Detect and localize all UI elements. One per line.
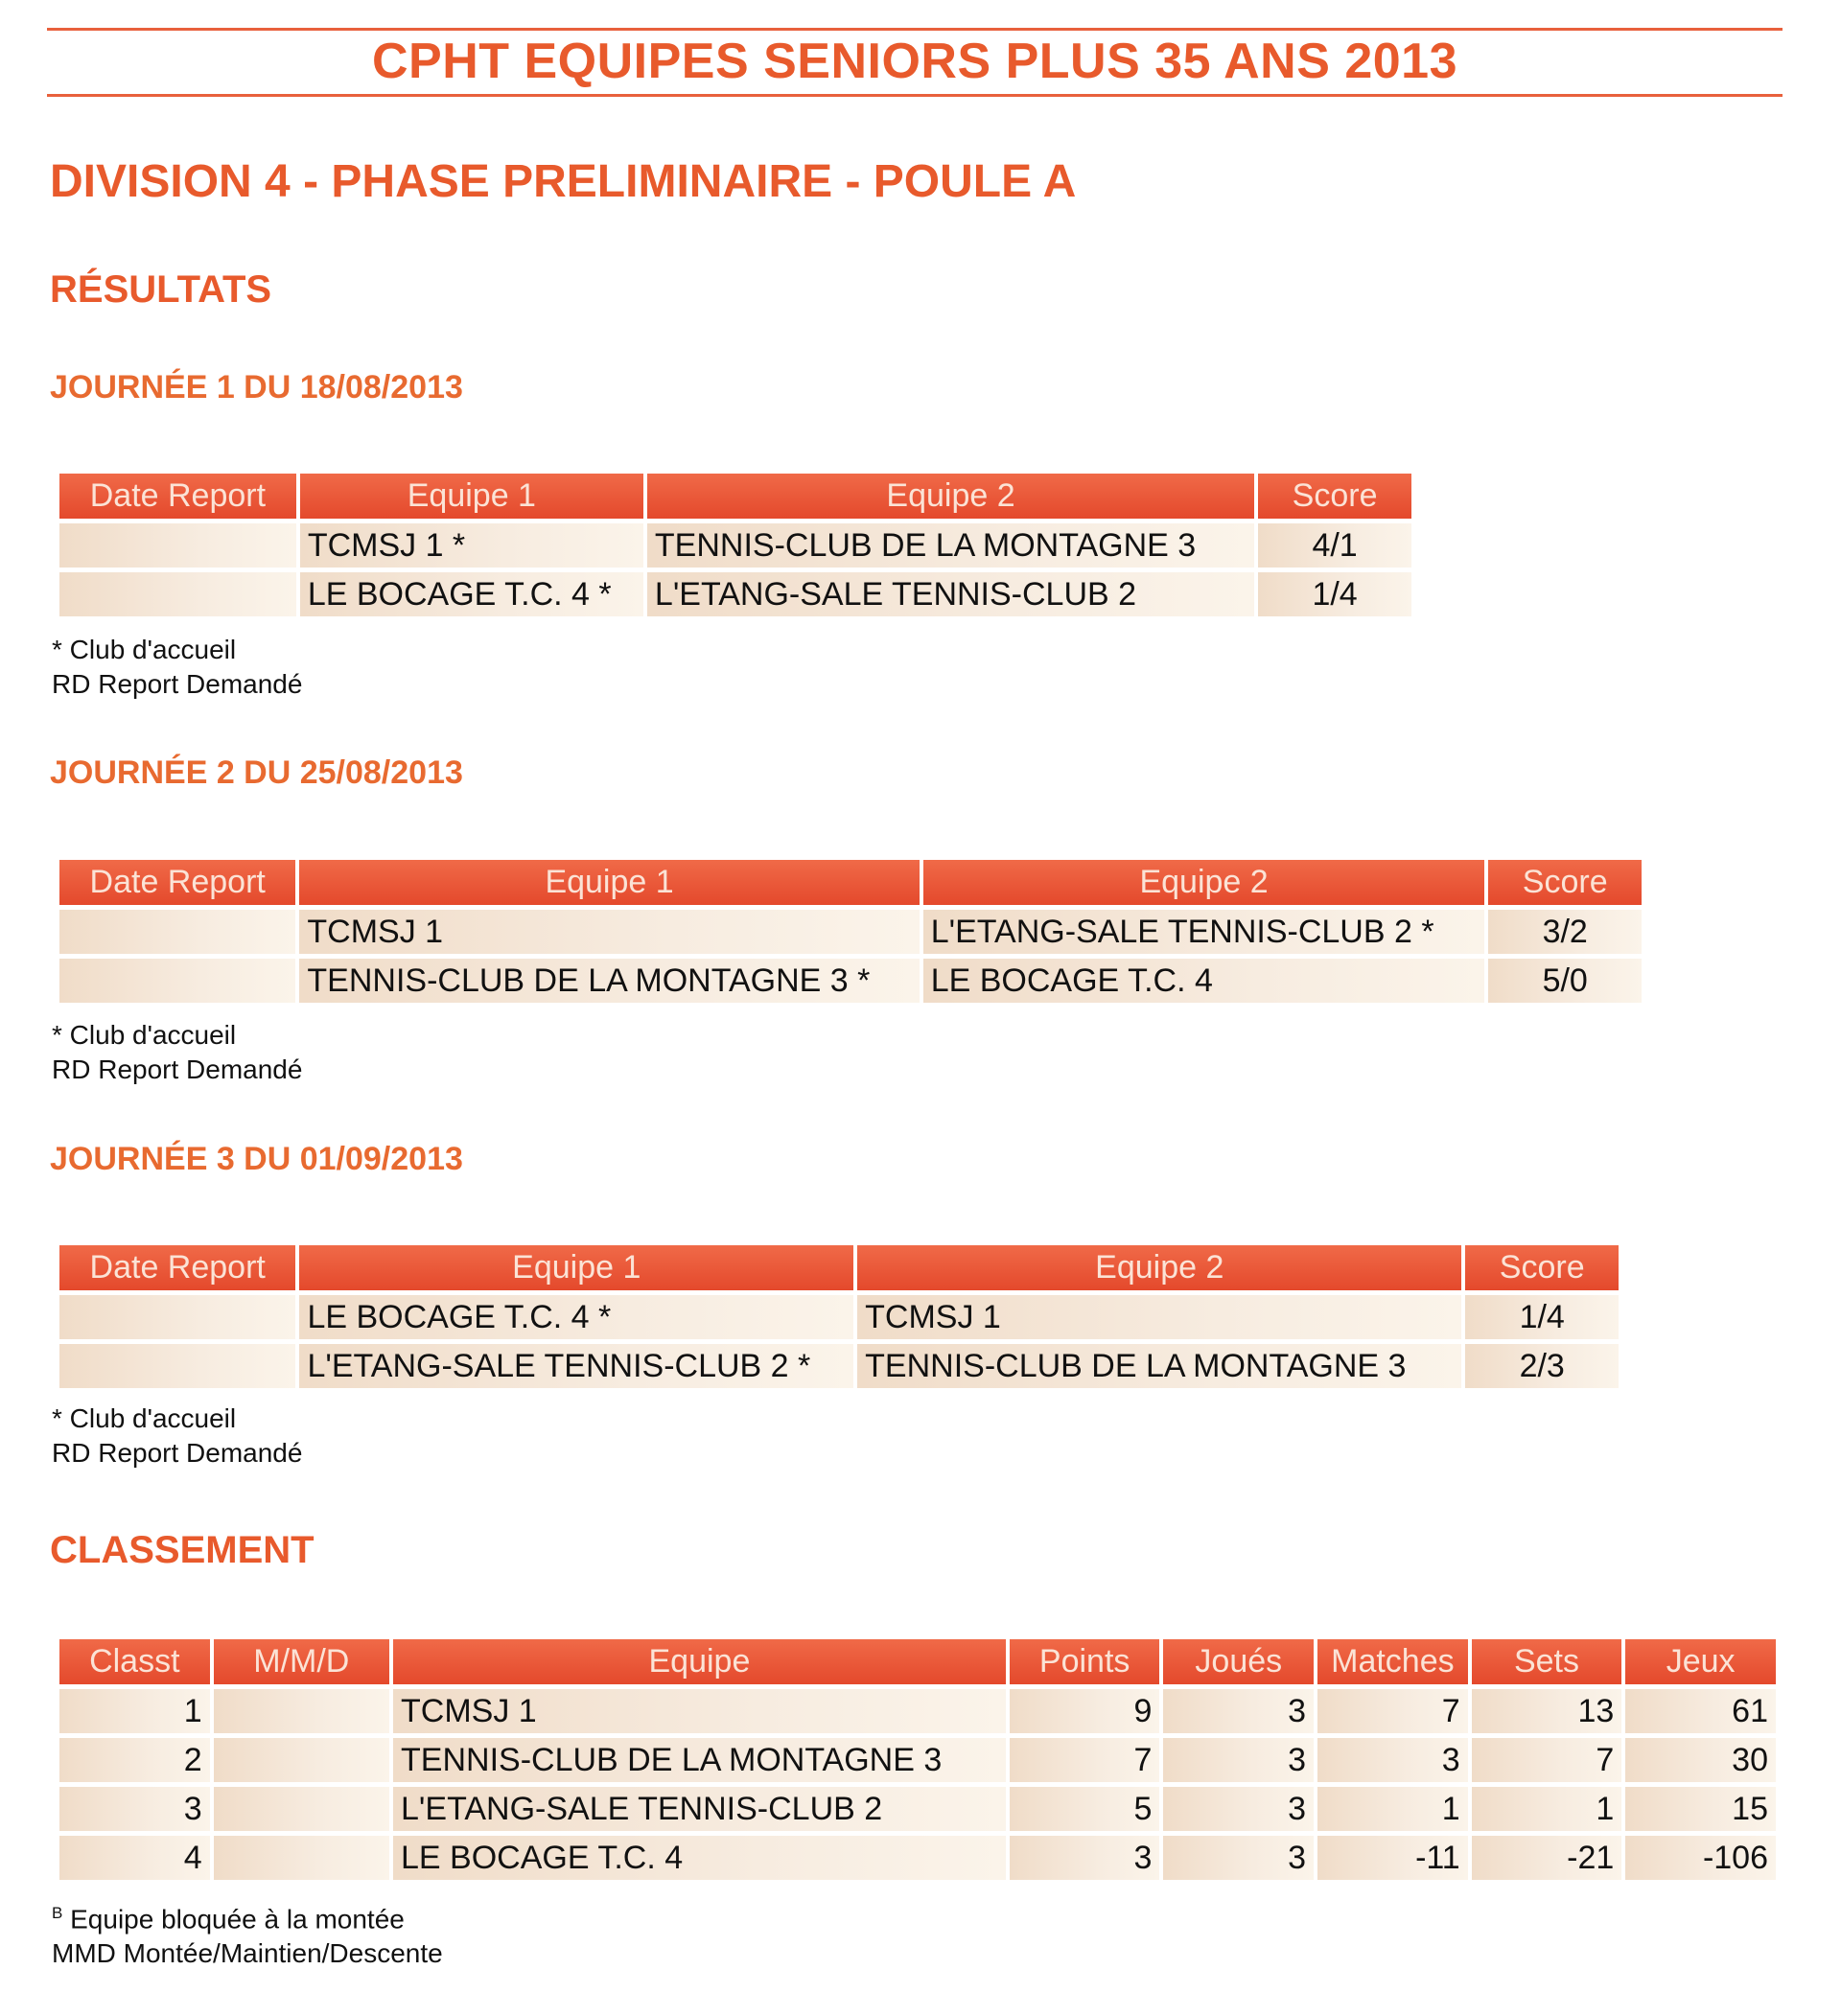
col-team1: Equipe 1 xyxy=(299,1245,853,1290)
date-report-cell xyxy=(59,523,296,568)
page-title: CPHT EQUIPES SENIORS PLUS 35 ANS 2013 xyxy=(371,34,1458,89)
games-cell: -106 xyxy=(1625,1836,1776,1880)
col-score: Score xyxy=(1465,1245,1619,1290)
table-row xyxy=(59,1787,1776,1831)
table-row xyxy=(59,1738,1776,1782)
team1-cell: TCMSJ 1 * xyxy=(300,523,643,568)
team-cell: LE BOCAGE T.C. 4 xyxy=(393,1836,1006,1880)
score-cell: 4/1 xyxy=(1258,523,1411,568)
col-team2: Equipe 2 xyxy=(923,860,1485,905)
sets-cell: -21 xyxy=(1472,1836,1622,1880)
games-cell: 61 xyxy=(1625,1689,1776,1733)
score-cell: 1/4 xyxy=(1465,1295,1619,1339)
team2-cell: L'ETANG-SALE TENNIS-CLUB 2 xyxy=(647,572,1254,616)
ranking-heading: CLASSEMENT xyxy=(50,1529,315,1571)
team1-cell: TCMSJ 1 xyxy=(299,910,919,954)
report-requested-note: RD Report Demandé xyxy=(52,1054,303,1084)
team1-cell: L'ETANG-SALE TENNIS-CLUB 2 * xyxy=(299,1344,853,1388)
host-club-note: * Club d'accueil xyxy=(52,1403,237,1433)
played-cell: 3 xyxy=(1163,1738,1314,1782)
col-team: Equipe xyxy=(393,1639,1006,1684)
top-rule xyxy=(47,28,1783,31)
team2-cell: TENNIS-CLUB DE LA MONTAGNE 3 xyxy=(857,1344,1461,1388)
date-report-cell xyxy=(59,910,295,954)
score-cell: 1/4 xyxy=(1258,572,1411,616)
table-row xyxy=(59,1344,1619,1388)
table-row xyxy=(59,1836,1776,1880)
day-2-notes xyxy=(52,1018,302,1087)
played-cell: 3 xyxy=(1163,1836,1314,1880)
bottom-rule xyxy=(47,94,1783,97)
col-matches: Matches xyxy=(1317,1639,1468,1684)
played-cell: 3 xyxy=(1163,1787,1314,1831)
col-score: Score xyxy=(1488,860,1642,905)
results-heading: RÉSULTATS xyxy=(50,268,272,311)
played-cell: 3 xyxy=(1163,1689,1314,1733)
ranking-notes xyxy=(52,1896,443,1971)
col-team2: Equipe 2 xyxy=(857,1245,1461,1290)
table-header-row xyxy=(59,474,1411,519)
team2-cell: TCMSJ 1 xyxy=(857,1295,1461,1339)
col-score: Score xyxy=(1258,474,1411,519)
team2-cell: L'ETANG-SALE TENNIS-CLUB 2 * xyxy=(923,910,1485,954)
score-cell: 2/3 xyxy=(1465,1344,1619,1388)
date-report-cell xyxy=(59,572,296,616)
date-report-cell xyxy=(59,1344,295,1388)
table-row xyxy=(59,910,1642,954)
col-team1: Equipe 1 xyxy=(300,474,643,519)
col-mmd: M/M/D xyxy=(214,1639,389,1684)
host-club-note: * Club d'accueil xyxy=(52,1020,237,1050)
points-cell: 7 xyxy=(1010,1738,1160,1782)
day-1-title: JOURNÉE 1 DU 18/08/2013 xyxy=(50,369,463,406)
mmd-cell xyxy=(214,1689,389,1733)
games-cell: 30 xyxy=(1625,1738,1776,1782)
table-row xyxy=(59,1689,1776,1733)
table-row xyxy=(59,523,1411,568)
points-cell: 3 xyxy=(1010,1836,1160,1880)
mmd-cell xyxy=(214,1836,389,1880)
col-team1: Equipe 1 xyxy=(299,860,919,905)
matches-cell: 3 xyxy=(1317,1738,1468,1782)
table-row xyxy=(59,959,1642,1003)
col-date-report: Date Report xyxy=(59,1245,295,1290)
team-cell: TCMSJ 1 xyxy=(393,1689,1006,1733)
col-played: Joués xyxy=(1163,1639,1314,1684)
team1-cell: LE BOCAGE T.C. 4 * xyxy=(300,572,643,616)
matches-cell: 1 xyxy=(1317,1787,1468,1831)
points-cell: 9 xyxy=(1010,1689,1160,1733)
table-header-row xyxy=(59,1245,1619,1290)
day-3-notes xyxy=(52,1402,302,1471)
mmd-note: MMD Montée/Maintien/Descente xyxy=(52,1938,443,1969)
col-sets: Sets xyxy=(1472,1639,1622,1684)
ranking-table xyxy=(56,1634,1780,1885)
day-3-title: JOURNÉE 3 DU 01/09/2013 xyxy=(50,1141,463,1177)
score-cell: 5/0 xyxy=(1488,959,1642,1003)
sets-cell: 13 xyxy=(1472,1689,1622,1733)
mmd-cell xyxy=(214,1787,389,1831)
team1-cell: LE BOCAGE T.C. 4 * xyxy=(299,1295,853,1339)
sets-cell: 7 xyxy=(1472,1738,1622,1782)
matches-cell: 7 xyxy=(1317,1689,1468,1733)
points-cell: 5 xyxy=(1010,1787,1160,1831)
blocked-marker: B xyxy=(52,1904,63,1922)
rank-cell: 3 xyxy=(59,1787,210,1831)
division-title: DIVISION 4 - PHASE PRELIMINAIRE - POULE A xyxy=(50,156,1077,207)
rank-cell: 2 xyxy=(59,1738,210,1782)
col-team2: Equipe 2 xyxy=(647,474,1254,519)
matches-cell: -11 xyxy=(1317,1836,1468,1880)
col-games: Jeux xyxy=(1625,1639,1776,1684)
col-date-report: Date Report xyxy=(59,860,295,905)
blocked-note-text: Equipe bloquée à la montée xyxy=(62,1904,405,1935)
date-report-cell xyxy=(59,1295,295,1339)
host-club-note: * Club d'accueil xyxy=(52,635,237,664)
rank-cell: 4 xyxy=(59,1836,210,1880)
table-row xyxy=(59,1295,1619,1339)
col-rank: Classt xyxy=(59,1639,210,1684)
team1-cell: TENNIS-CLUB DE LA MONTAGNE 3 * xyxy=(299,959,919,1003)
day-1-notes xyxy=(52,633,302,702)
sets-cell: 1 xyxy=(1472,1787,1622,1831)
score-cell: 3/2 xyxy=(1488,910,1642,954)
day-2-results-table xyxy=(56,855,1645,1008)
col-date-report: Date Report xyxy=(59,474,296,519)
table-header-row xyxy=(59,860,1642,905)
team2-cell: TENNIS-CLUB DE LA MONTAGNE 3 xyxy=(647,523,1254,568)
table-row xyxy=(59,572,1411,616)
team-cell: L'ETANG-SALE TENNIS-CLUB 2 xyxy=(393,1787,1006,1831)
games-cell: 15 xyxy=(1625,1787,1776,1831)
blocked-team-note xyxy=(52,1896,443,1936)
table-header-row xyxy=(59,1639,1776,1684)
day-2-title: JOURNÉE 2 DU 25/08/2013 xyxy=(50,754,463,791)
day-1-results-table xyxy=(56,469,1415,621)
col-points: Points xyxy=(1010,1639,1160,1684)
report-requested-note: RD Report Demandé xyxy=(52,1438,303,1468)
team-cell: TENNIS-CLUB DE LA MONTAGNE 3 xyxy=(393,1738,1006,1782)
mmd-cell xyxy=(214,1738,389,1782)
rank-cell: 1 xyxy=(59,1689,210,1733)
day-3-results-table xyxy=(56,1240,1622,1393)
date-report-cell xyxy=(59,959,295,1003)
report-requested-note: RD Report Demandé xyxy=(52,669,303,699)
team2-cell: LE BOCAGE T.C. 4 xyxy=(923,959,1485,1003)
